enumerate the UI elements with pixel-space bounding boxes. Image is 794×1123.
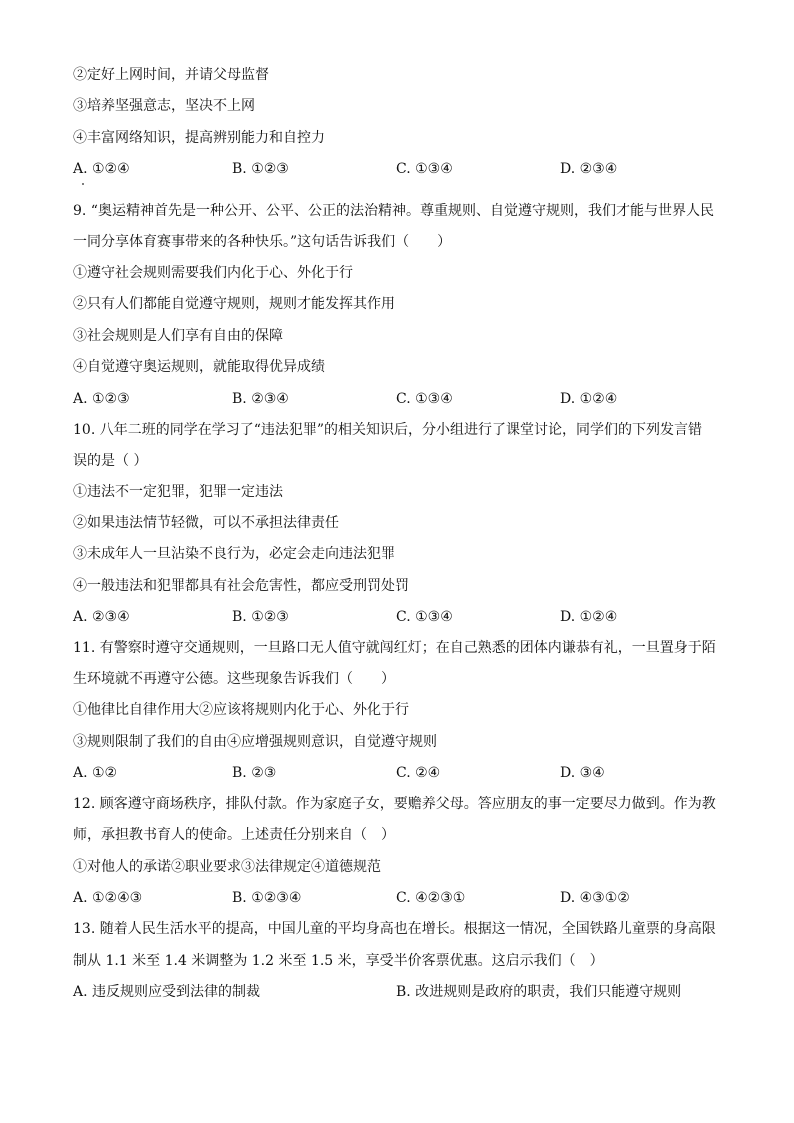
- q8-statement-3: ③培养坚强意志，坚决不上网: [73, 98, 255, 114]
- q9-option-b: B. ②③④: [232, 391, 289, 407]
- q13-stem-line-1: 13. 随着人民生活水平的提高，中国儿童的平均身高也在增长。根据这一情况，全国铁路儿童票的身高限: [73, 921, 716, 937]
- stray-mark: [82, 183, 84, 185]
- q8-options: [73, 159, 723, 179]
- q8-option-c: C. ①③④: [396, 161, 453, 177]
- q9-statement-3: ③社会规则是人们享有自由的保障: [73, 328, 283, 344]
- q8-statement-4: ④丰富网络知识，提高辨别能力和自控力: [73, 130, 325, 146]
- q12-option-a: A. ①②④③: [73, 890, 143, 906]
- q11-option-c: C. ②④: [396, 765, 441, 781]
- q10-stem-line-2: 误的是（ ）: [73, 453, 148, 469]
- q12-stem-line-1: 12. 顾客遵守商场秩序，排队付款。作为家庭子女，要赡养父母。答应朋友的事一定要尽力做到。作为教: [73, 796, 716, 812]
- q11-stem-line-1: 11. 有警察时遵守交通规则，一旦路口无人值守就闯红灯；在自己熟悉的团体内谦恭有礼，一旦置身于陌: [73, 640, 716, 656]
- q9-option-a: A. ①②③: [73, 391, 130, 407]
- q13-options: [73, 982, 723, 1002]
- q11-options: [73, 763, 723, 783]
- q8-option-b: B. ①②③: [232, 161, 289, 177]
- q13-stem-line-2: 制从 1.1 米至 1.4 米调整为 1.2 米至 1.5 米，享受半价客票优惠。这启示我们（ ）: [73, 953, 604, 969]
- q9-option-d: D. ①②④: [560, 391, 618, 407]
- q10-stem-line-1: 10. 八年二班的同学在学习了“违法犯罪”的相关知识后，分小组进行了课堂讨论，同学们的下列发言错: [73, 422, 703, 438]
- q8-statement-2: ②定好上网时间，并请父母监督: [73, 67, 269, 83]
- q10-statement-1: ①违法不一定犯罪，犯罪一定违法: [73, 484, 283, 500]
- q12-option-b: B. ①②③④: [232, 890, 302, 906]
- q8-option-a: A. ①②④: [73, 161, 130, 177]
- q9-stem-line-1: 9. “奥运精神首先是一种公开、公平、公正的法治精神。尊重规则、自觉遵守规则，我们才能与世界人民: [73, 203, 714, 219]
- q12-option-d: D. ④③①②: [560, 890, 630, 906]
- q11-option-d: D. ③④: [560, 765, 605, 781]
- q9-stem-line-2: 一同分享体育赛事带来的各种快乐。”这句话告诉我们（ ）: [73, 234, 452, 250]
- q9-statement-2: ②只有人们都能自觉遵守规则，规则才能发挥其作用: [73, 296, 395, 312]
- q11-statements-2: ③规则限制了我们的自由④应增强规则意识，自觉遵守规则: [73, 734, 437, 750]
- q10-options: [73, 607, 723, 627]
- q12-statements: ①对他人的承诺②职业要求③法律规定④道德规范: [73, 859, 381, 875]
- q12-options: [73, 888, 723, 908]
- q11-option-a: A. ①②: [73, 765, 118, 781]
- q9-option-c: C. ①③④: [396, 391, 453, 407]
- q10-option-d: D. ①②④: [560, 609, 618, 625]
- q13-option-b: B. 改进规则是政府的职责，我们只能遵守规则: [396, 984, 682, 1000]
- q12-option-c: C. ④②③①: [396, 890, 466, 906]
- q13-option-a: A. 违反规则应受到法律的制裁: [73, 984, 261, 1000]
- q10-statement-4: ④一般违法和犯罪都具有社会危害性，都应受刑罚处罚: [73, 578, 409, 594]
- q9-options: [73, 389, 723, 409]
- q11-statements-1: ①他律比自律作用大②应该将规则内化于心、外化于行: [73, 702, 409, 718]
- q11-stem-line-2: 生环境就不再遵守公德。这些现象告诉我们（ ）: [73, 671, 395, 687]
- q10-option-c: C. ①③④: [396, 609, 453, 625]
- q11-option-b: B. ②③: [232, 765, 277, 781]
- q8-option-d: D. ②③④: [560, 161, 618, 177]
- q10-option-a: A. ②③④: [73, 609, 130, 625]
- q9-statement-1: ①遵守社会规则需要我们内化于心、外化于行: [73, 265, 353, 281]
- q10-statement-2: ②如果违法情节轻微，可以不承担法律责任: [73, 515, 339, 531]
- q10-option-b: B. ①②③: [232, 609, 289, 625]
- q10-statement-3: ③未成年人一旦沾染不良行为，必定会走向违法犯罪: [73, 546, 395, 562]
- q12-stem-line-2: 师，承担教书育人的使命。上述责任分别来自（ ）: [73, 827, 395, 843]
- q9-statement-4: ④自觉遵守奥运规则，就能取得优异成绩: [73, 359, 325, 375]
